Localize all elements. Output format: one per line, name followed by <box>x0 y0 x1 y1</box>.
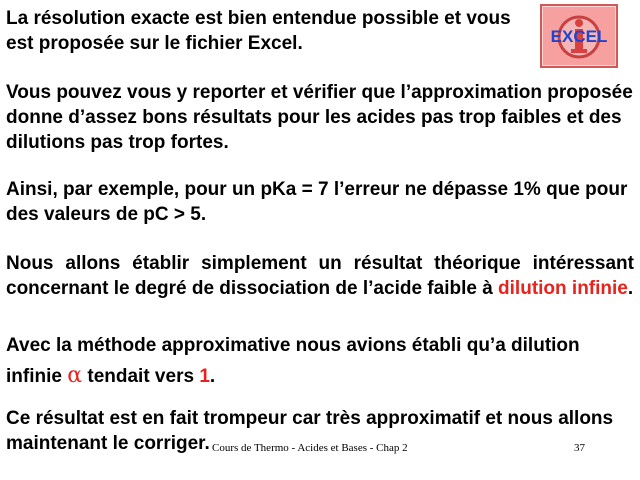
footer-course-title: Cours de Thermo - Acides et Bases - Chap 2 <box>212 442 408 454</box>
paragraph-example <box>6 177 634 227</box>
alpha-symbol: α <box>67 363 83 388</box>
paragraph-excel-text: La résolution exacte est bien entendue possible et vous est proposée sur le fichier Excel. <box>6 8 511 54</box>
paragraph-approx-middle: tendait vers <box>82 366 200 387</box>
highlight-dilution-infinie: dilution infinie <box>498 278 628 299</box>
excel-icon[interactable] <box>540 4 618 68</box>
paragraph-approx-text: Avec la méthode approximative nous avions établi qu’a dilution infinie <box>6 335 580 387</box>
limit-value: 1 <box>199 366 210 387</box>
paragraph-theory-end: . <box>627 278 634 299</box>
page-number: 37 <box>574 442 585 454</box>
paragraph-example-text: Ainsi, par exemple, pour un pKa = 7 l’erreur ne dépasse 1% que pour des valeurs de pC > 5. <box>6 179 628 225</box>
paragraph-theory-text: Nous allons établir simplement un résultat théorique intéressant concernant le degré de dissociation de l’acide faible à <box>6 253 634 299</box>
paragraph-theory <box>6 251 634 301</box>
paragraph-excel-note <box>6 6 526 56</box>
paragraph-correction-text: Ce résultat est en fait trompeur car très approximatif et nous allons maintenant le corriger. <box>6 408 614 454</box>
paragraph-approximation <box>6 80 634 155</box>
paragraph-approx-method <box>6 331 634 392</box>
excel-label: EXCEL <box>550 27 608 46</box>
paragraph-approx-end: . <box>209 366 216 387</box>
paragraph-approximation-text: Vous pouvez vous y reporter et vérifier que l’approximation proposée donne d’assez bons résultats pour les acides pas trop faibles et des dilutions pas trop fortes. <box>6 82 633 153</box>
